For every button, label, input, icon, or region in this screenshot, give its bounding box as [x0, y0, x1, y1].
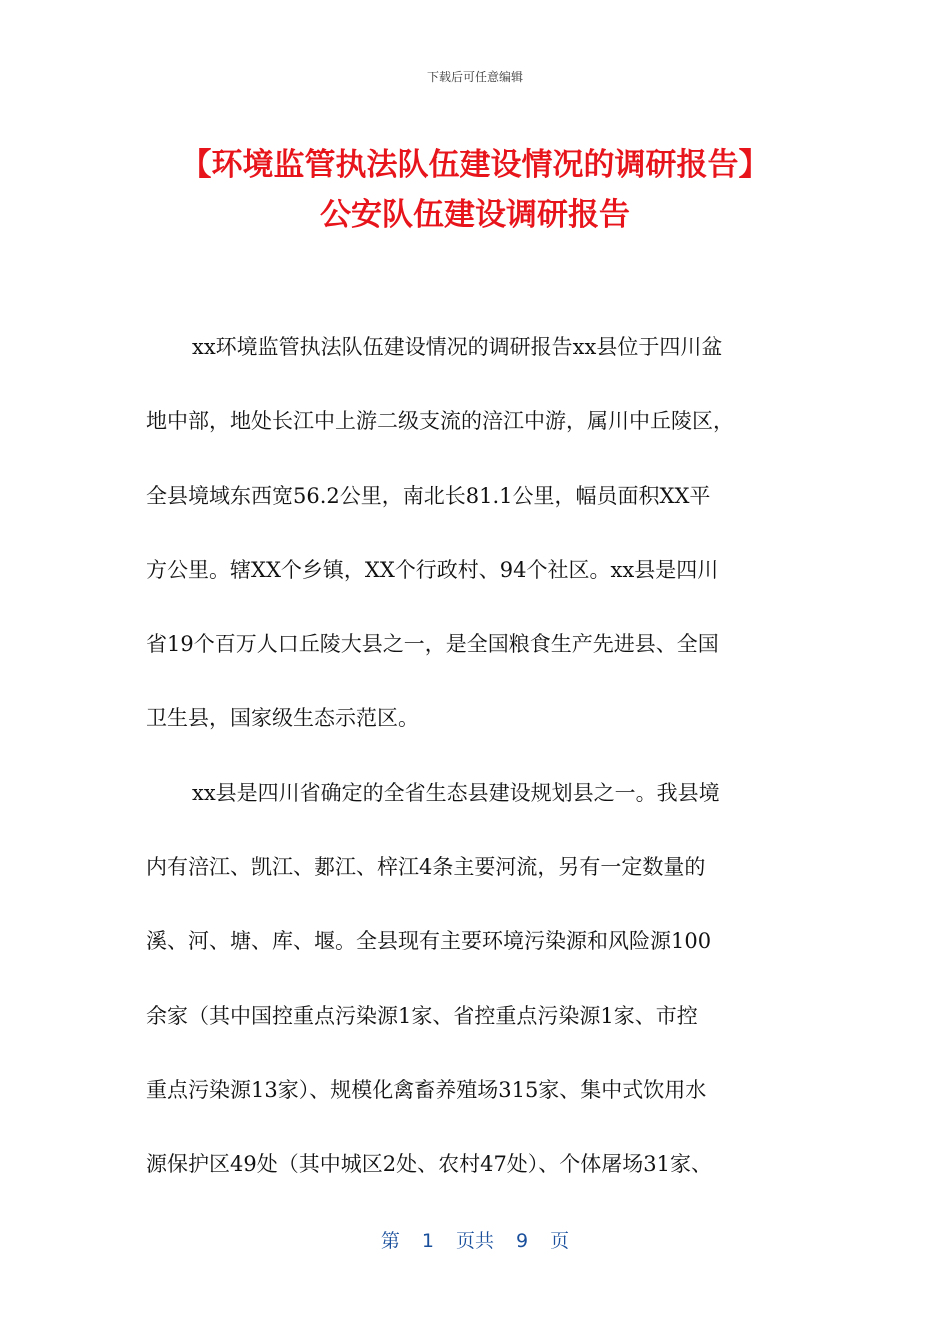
body-line: 溪、河、塘、库、堰。全县现有主要环境污染源和风险源100: [146, 929, 712, 954]
footer-label-of: 页共: [455, 1230, 494, 1252]
body-line: 内有涪江、凯江、郪江、梓江4条主要河流，另有一定数量的: [146, 855, 706, 880]
document-title: [60, 140, 890, 240]
header-note: 下载后可任意编辑: [426, 70, 523, 84]
body-line: 省19个百万人口丘陵大县之一，是全国粮食生产先进县、全国: [146, 632, 719, 657]
body-line: 源保护区49处（其中城区2处、农村47处）、个体屠场31家、: [146, 1152, 713, 1177]
body-line: xx县是四川省确定的全省生态县建设规划县之一。我县境: [192, 780, 720, 805]
body-line: 余家（其中国控重点污染源1家、省控重点污染源1家、市控: [146, 1003, 698, 1028]
footer-label-end: 页: [550, 1230, 570, 1252]
body-line: 卫生县，国家级生态示范区。: [146, 706, 419, 731]
footer-label-page: 第: [380, 1230, 400, 1252]
page-footer: [0, 1226, 950, 1253]
title-line-2: 公安队伍建设调研报告: [320, 197, 630, 233]
footer-current-page: 1: [421, 1230, 434, 1252]
body-line: 地中部，地处长江中上游二级支流的涪江中游，属川中丘陵区，: [146, 409, 734, 434]
body-line: 重点污染源13家）、规模化禽畜养殖场315家、集中式饮用水: [146, 1077, 707, 1102]
document-body: [146, 310, 806, 1202]
body-line: 全县境域东西宽56.2公里，南北长81.1公里，幅员面积XX平: [146, 483, 711, 508]
body-line: xx环境监管执法队伍建设情况的调研报告xx县位于四川盆: [192, 335, 723, 359]
footer-total-pages: 9: [516, 1230, 529, 1252]
title-line-1: 【环境监管执法队伍建设情况的调研报告】: [180, 147, 770, 183]
body-line: 方公里。辖XX个乡镇，XX个行政村、94个社区。xx县是四川: [146, 557, 719, 582]
